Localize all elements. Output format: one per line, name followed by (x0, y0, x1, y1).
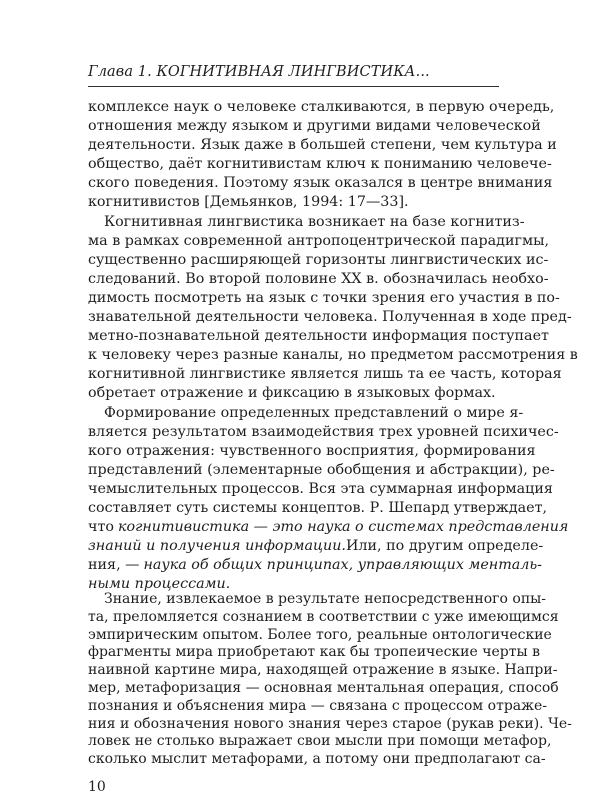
line-text: чемыслительных процессов. Вся эта суммарная информация (88, 481, 553, 497)
text-line (88, 193, 499, 212)
line-text: мер, метафоризация — основная ментальная операция, способ (88, 680, 559, 696)
text-line (88, 732, 552, 751)
text-line (88, 556, 543, 575)
line-text: кого отражения: чувственного восприятия, формирования (88, 443, 536, 459)
line-text: познания и объяснения мира — связана с процессом отраже- (88, 697, 548, 714)
text-line (88, 626, 552, 645)
text-line (88, 480, 553, 499)
line-text: ловек не столько выражает свои мысли при помощи метафор, (88, 733, 552, 750)
line-text: следований. Во второй половине XX в. обозначилась необхо- (88, 271, 549, 287)
line-text: сколько мыслит метафорами, а потому они предполагают са- (88, 751, 546, 768)
text-line (88, 661, 558, 680)
line-text: метно-познавательной деятельности информация поступает (88, 328, 549, 344)
line-text: существенно расширяющей горизонты лингвистических ис- (88, 252, 549, 268)
line-text: Когнитивная лингвистика возникает на базе когнитиз- (104, 214, 525, 230)
italic-definition: знаний и получения информации. (88, 538, 346, 554)
line-text: что (88, 519, 114, 535)
line-text: составляет суть системы концептов. Р. Шепард утверждает, (88, 500, 548, 516)
line-text: ского поведения. Поэтому язык оказался в центре внимания (88, 175, 553, 191)
line-text: Формирование определенных представлений о мире я- (104, 405, 524, 421)
text-line (104, 404, 524, 423)
header-rule (88, 86, 499, 87)
text-line (88, 461, 555, 480)
text-line (88, 697, 548, 716)
text-line (88, 98, 555, 117)
line-text: знавательной деятельности человека. Полученная в ходе пред- (88, 309, 572, 325)
line-text: та, преломляется сознанием в соответствии с уже имеющимся (88, 608, 559, 625)
text-line (88, 715, 572, 734)
text-line (88, 365, 562, 384)
text-line (88, 518, 569, 537)
text-line (88, 499, 548, 518)
line-text: димость посмотреть на язык с точки зрения его участия в по- (88, 290, 560, 306)
text-line (88, 643, 540, 662)
text-line (88, 155, 552, 174)
line-text: обретает отражение и фиксацию в языковых формах. (88, 385, 496, 401)
line-text: эмпирическим опытом. Более того, реальные онтологические (88, 626, 552, 643)
line-text: ния, — (88, 557, 140, 573)
text-line (88, 327, 549, 346)
text-line (104, 590, 547, 609)
text-line (88, 442, 536, 461)
italic-definition: ными процессами. (88, 576, 231, 592)
line-text: общество, даёт когнитивистам ключ к пониманию человече- (88, 156, 552, 172)
text-line (88, 679, 559, 698)
text-line (88, 289, 560, 308)
line-text: вляется результатом взаимодействия трех уровней психичес- (88, 424, 559, 440)
line-text: фрагменты мира приобретают как бы тропеические черты в (88, 644, 540, 661)
text-line (88, 270, 549, 289)
line-text: отношения между языком и другими видами человеческой (88, 118, 541, 134)
text-line (88, 174, 553, 193)
line-text: когнитивистов [Демьянков, 1994: 17—33]. (88, 194, 409, 210)
text-line (88, 537, 544, 556)
text-line (88, 232, 550, 251)
line-text: наивной картине мира, находящей отражение в языке. Напри- (88, 662, 558, 679)
text-line (88, 608, 559, 627)
line-text: комплексе наук о человеке сталкиваются, в первую очередь, (88, 99, 555, 115)
line-text: Знание, извлекаемое в результате непосредственного опы- (104, 591, 547, 607)
text-line (88, 384, 499, 403)
italic-definition: наука об общих принципах, управляющих менталь- (143, 557, 543, 573)
running-head: Глава 1. КОГНИТИВНАЯ ЛИНГВИСТИКА... (88, 64, 430, 80)
text-line (88, 117, 541, 136)
text-line (88, 136, 557, 155)
page-number: 10 (88, 779, 106, 795)
line-text: деятельности. Язык даже в большей степени, чем культура и (88, 137, 557, 153)
text-line (88, 308, 572, 327)
line-text: ма в рамках современной антропоцентрической парадигмы, (88, 233, 550, 249)
line-text: представлений (элементарные обобщения и абстракции), ре- (88, 462, 555, 478)
text-line (88, 251, 549, 270)
line-text: Или, по другим определе- (345, 538, 544, 554)
line-text: к человеку через разные каналы, но предметом рассмотрения в (88, 347, 578, 363)
line-text: ния и обозначения нового знания через старое (рукав реки). Че- (88, 715, 572, 732)
text-line (88, 423, 559, 442)
text-line (104, 213, 525, 232)
text-line (88, 750, 546, 769)
italic-definition: когнитивистика — это наука о системах представления (117, 519, 569, 535)
line-text: когнитивной лингвистике является лишь та ее часть, которая (88, 366, 562, 382)
text-line (88, 346, 578, 365)
